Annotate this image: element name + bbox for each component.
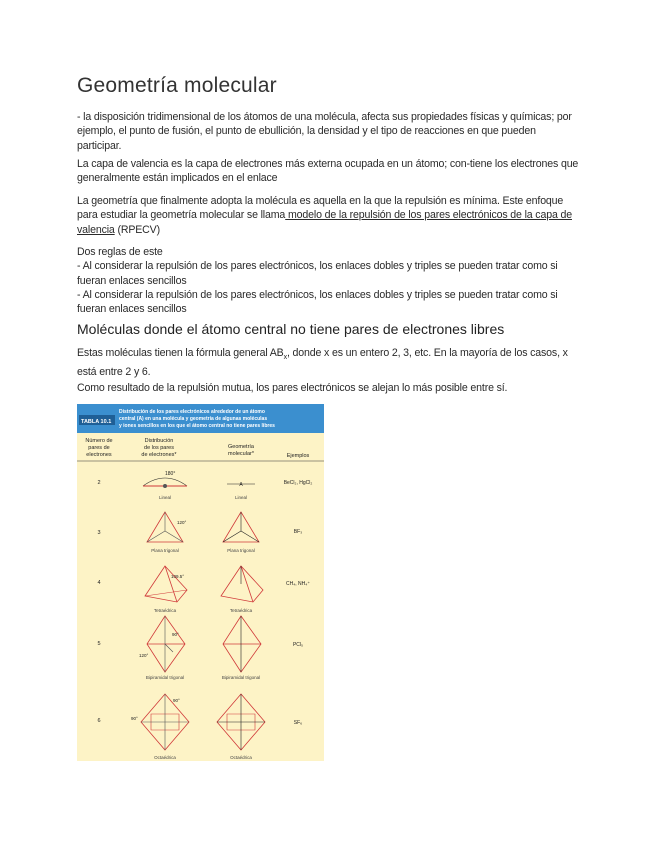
svg-text:Bipiramidal trigonal: Bipiramidal trigonal [221,675,261,680]
svg-text:90°: 90° [172,632,179,637]
svg-text:PCl₅: PCl₅ [292,642,304,648]
svg-text:BeCl₂, HgCl₂: BeCl₂, HgCl₂ [283,480,313,486]
svg-text:Plana trigonal: Plana trigonal [151,548,179,553]
svg-text:Geometría: Geometría [228,444,254,450]
row-octahedral [97,694,302,760]
rules-intro: Dos reglas de este [77,246,163,258]
svg-text:90°: 90° [131,716,138,721]
rule-2: - Al considerar la repulsión de los pares electrónicos, los enlaces dobles y triples se pueden tratar como si fueran enlaces sencillos [77,288,558,316]
table-tag: TABLA 10.1 [81,419,112,425]
rule-1: - Al considerar la repulsión de los pares electrónicos, los enlaces dobles y triples se pueden tratar como si fueran enlaces sencillos [77,260,558,287]
svg-text:109.5°: 109.5° [171,574,185,579]
section-subtitle: Moléculas donde el átomo central no tiene pares de electrones libres [77,321,505,337]
paragraph-repulsion: Como resultado de la repulsión mutua, los pares electrónicos se alejan lo más posible entre sí. [77,382,508,394]
svg-text:3: 3 [97,530,101,536]
svg-text:SF₆: SF₆ [293,720,303,726]
table-caption-line-3: y iones sencillos en los que el átomo central no tiene pares libres [119,423,275,429]
row-linear [97,471,312,500]
svg-text:Número de: Número de [85,438,113,444]
row-trigonal-planar [97,512,302,553]
paragraph-valence: La capa de valencia es la capa de electrones más externa ocupada en un átomo; con-tiene los electrones que generalmente están implicados en el enlace [77,158,579,185]
svg-text:90°: 90° [173,698,180,703]
svg-text:de los pares: de los pares [144,445,174,451]
svg-text:de electrones*: de electrones* [141,452,177,458]
row-tetrahedral [97,566,310,613]
svg-text:molecular*: molecular* [228,451,254,457]
paragraph-formula: Estas moléculas tienen la fórmula general $AB_x$, donde x es un entero 2, 3, etc. En la mayoría de los casos, x está entre 2 y 6. [77,347,568,379]
paragraph-intro: - la disposición tridimensional de los átomos de una molécula, afecta sus propiedades físicas y químicas; por ejemplo, el punto de fusión, el punto de ebullición, la densidad y el tipo de reacciones en que pueden participar. [77,111,572,152]
svg-text:pares de: pares de [88,445,110,451]
svg-text:Octaédrica: Octaédrica [154,755,176,760]
svg-text:Tetraédrica: Tetraédrica [153,608,177,613]
svg-text:5: 5 [97,641,101,647]
rules-block [77,245,579,316]
rpecv-link[interactable]: modelo de la repulsión de los pares electrónicos de la capa de valencia [77,209,572,236]
svg-text:A: A [239,482,243,488]
row-trigonal-bipyramidal [97,616,303,680]
svg-text:BF₃: BF₃ [293,529,303,535]
svg-text:Ejemplos: Ejemplos [286,453,310,459]
paragraph-rpecv: La geometría que finalmente adopta la molécula es aquella en la que la repulsión es mínima. Este enfoque para estudiar la geometría molecular se llama modelo de la repulsión de los pares electrónicos de la capa de valencia (RPECV) [77,195,572,236]
svg-text:120°: 120° [139,653,149,658]
vsepr-table-image [77,404,324,761]
svg-text:120°: 120° [177,520,187,525]
table-caption-line-2: central (A) en una molécula y geometría de algunas moléculas [119,416,268,422]
svg-text:Lineal: Lineal [234,495,248,500]
svg-text:2: 2 [97,480,101,486]
svg-text:CH₄, NH₄⁺: CH₄, NH₄⁺ [286,581,310,587]
table-caption-line-1: Distribución de los pares electrónicos alrededor de un átomo [119,409,265,415]
svg-text:6: 6 [97,718,101,724]
svg-text:180°: 180° [165,471,176,477]
svg-text:Distribución: Distribución [144,438,174,444]
svg-text:electrones: electrones [86,452,112,458]
svg-text:Plana trigonal: Plana trigonal [227,548,255,553]
svg-text:Lineal: Lineal [158,495,172,500]
svg-text:Octaédrica: Octaédrica [230,755,252,760]
column-headers [85,438,309,459]
svg-text:Tetraédrica: Tetraédrica [229,608,253,613]
svg-text:4: 4 [97,580,101,586]
svg-text:Bipiramidal trigonal: Bipiramidal trigonal [145,675,185,680]
page-title: Geometría molecular [77,74,277,97]
